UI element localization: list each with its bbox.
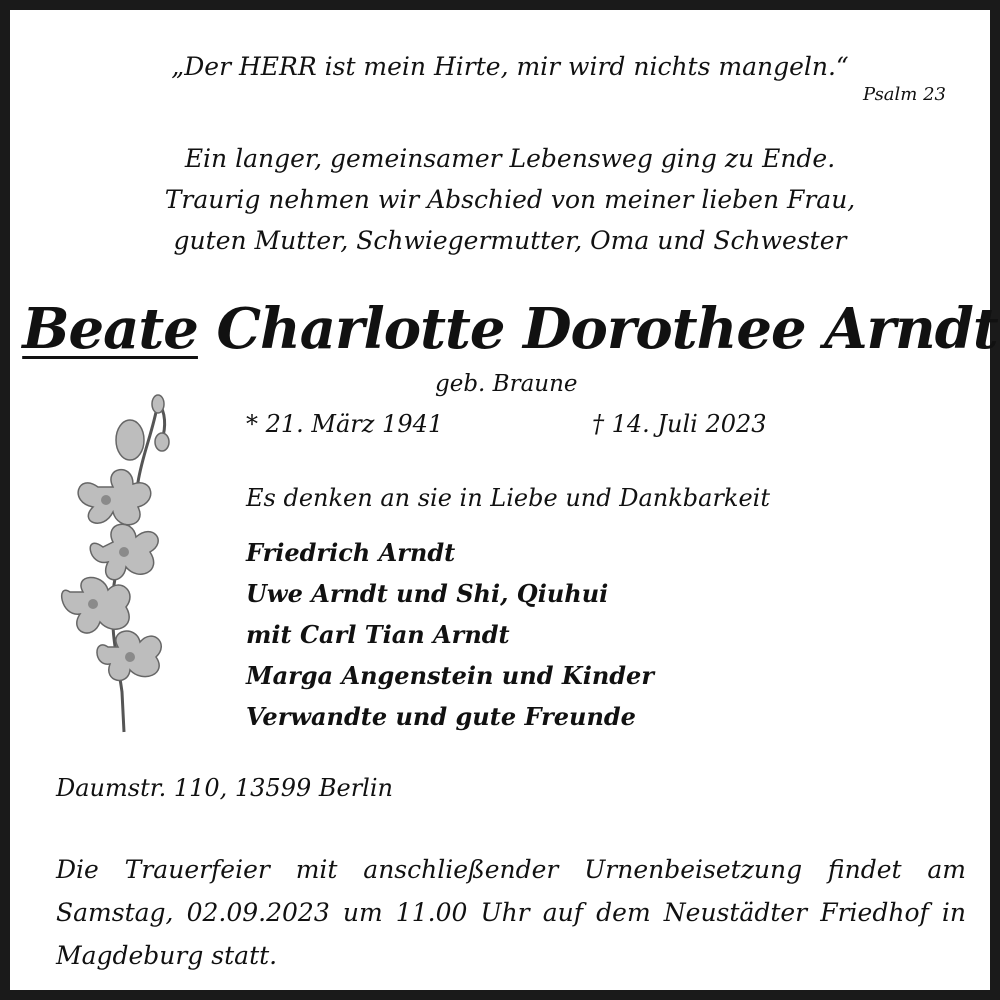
psalm-source: Psalm 23: [862, 84, 946, 105]
mourners-list: [246, 532, 654, 737]
intro-line: Ein langer, gemeinsamer Lebensweg ging zu Ende.: [184, 144, 836, 173]
mourner-name: Friedrich Arndt: [246, 538, 456, 567]
mourner-name: Marga Angenstein und Kinder: [246, 661, 654, 690]
mourner-name: Verwandte und gute Freunde: [246, 702, 636, 731]
intro-line: Traurig nehmen wir Abschied von meiner lieben Frau,: [164, 185, 856, 214]
death-date: † 14. Juli 2023: [592, 410, 767, 438]
birth-name: geb. Braune: [435, 371, 578, 397]
intro-text: [10, 138, 1000, 261]
mourners-intro: Es denken an sie in Liebe und Dankbarkeit: [246, 484, 770, 512]
orchid-icon: [58, 392, 178, 737]
psalm-quote: „Der HERR ist mein Hirte, mir wird nichts mangeln.“: [171, 52, 849, 81]
mourner-name: mit Carl Tian Arndt: [246, 620, 510, 649]
deceased-name: [10, 296, 1000, 362]
birth-date: * 21. März 1941: [246, 410, 444, 438]
mourner-name: Uwe Arndt und Shi, Qiuhui: [246, 579, 609, 608]
deceased-first-name: Beate: [22, 296, 198, 362]
deceased-rest-name: Charlotte Dorothee Arndt: [216, 296, 998, 362]
address: Daumstr. 110, 13599 Berlin: [56, 774, 393, 802]
funeral-notice: Die Trauerfeier mit anschließender Urnenbeisetzung findet am Samstag, 02.09.2023 um 11.00 Uhr auf dem Neustädter Friedhof in Magdeburg statt.: [56, 855, 966, 970]
intro-line: guten Mutter, Schwiegermutter, Oma und Schwester: [173, 226, 847, 255]
